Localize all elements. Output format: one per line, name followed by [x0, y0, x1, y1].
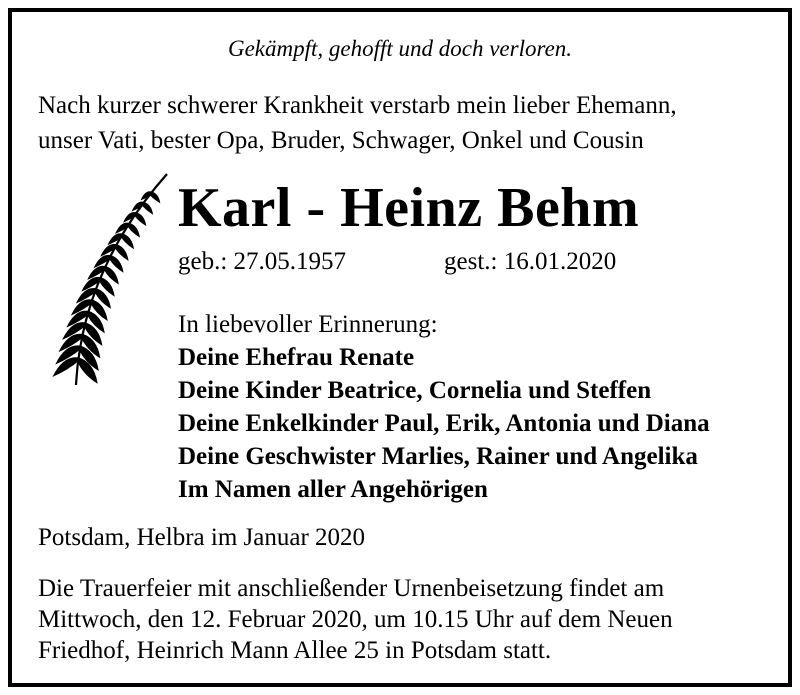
intro-line: Nach kurzer schwerer Krankheit verstarb mein lieber Ehemann,: [38, 92, 677, 119]
motto: Gekämpft, gehofft und doch verloren.: [227, 36, 573, 61]
mourner-line: Deine Geschwister Marlies, Rainer und Angelika: [178, 443, 698, 470]
deceased-name: Karl - Heinz Behm: [178, 177, 640, 239]
service-line: Mittwoch, den 12. Februar 2020, um 10.15 Uhr auf dem Neuen: [38, 606, 673, 633]
mourner-line: Deine Enkelkinder Paul, Erik, Antonia und Diana: [178, 410, 710, 437]
remembrance-block: [178, 308, 710, 506]
service-line: Die Trauerfeier mit anschließender Urnenbeisetzung findet am: [38, 575, 665, 602]
life-dates: [178, 248, 617, 276]
death-date: gest.: 16.01.2020: [444, 248, 617, 275]
remembrance-heading: In liebevoller Erinnerung:: [178, 311, 438, 338]
mourner-line: Deine Ehefrau Renate: [178, 344, 415, 371]
mourner-line: Deine Kinder Beatrice, Cornelia und Steffen: [178, 377, 652, 404]
intro-line: unser Vati, bester Opa, Bruder, Schwager, Onkel und Cousin: [38, 127, 644, 154]
intro-text: [38, 88, 778, 158]
service-line: Friedhof, Heinrich Mann Allee 25 in Potsdam statt.: [38, 637, 552, 664]
birth-date: geb.: 27.05.1957: [178, 248, 347, 275]
place-date: Potsdam, Helbra im Januar 2020: [38, 524, 366, 551]
obituary-notice: [8, 8, 792, 687]
funeral-service-info: [38, 573, 778, 666]
palm-leaf-icon: [42, 170, 172, 390]
mourner-line: Im Namen aller Angehörigen: [178, 476, 488, 503]
